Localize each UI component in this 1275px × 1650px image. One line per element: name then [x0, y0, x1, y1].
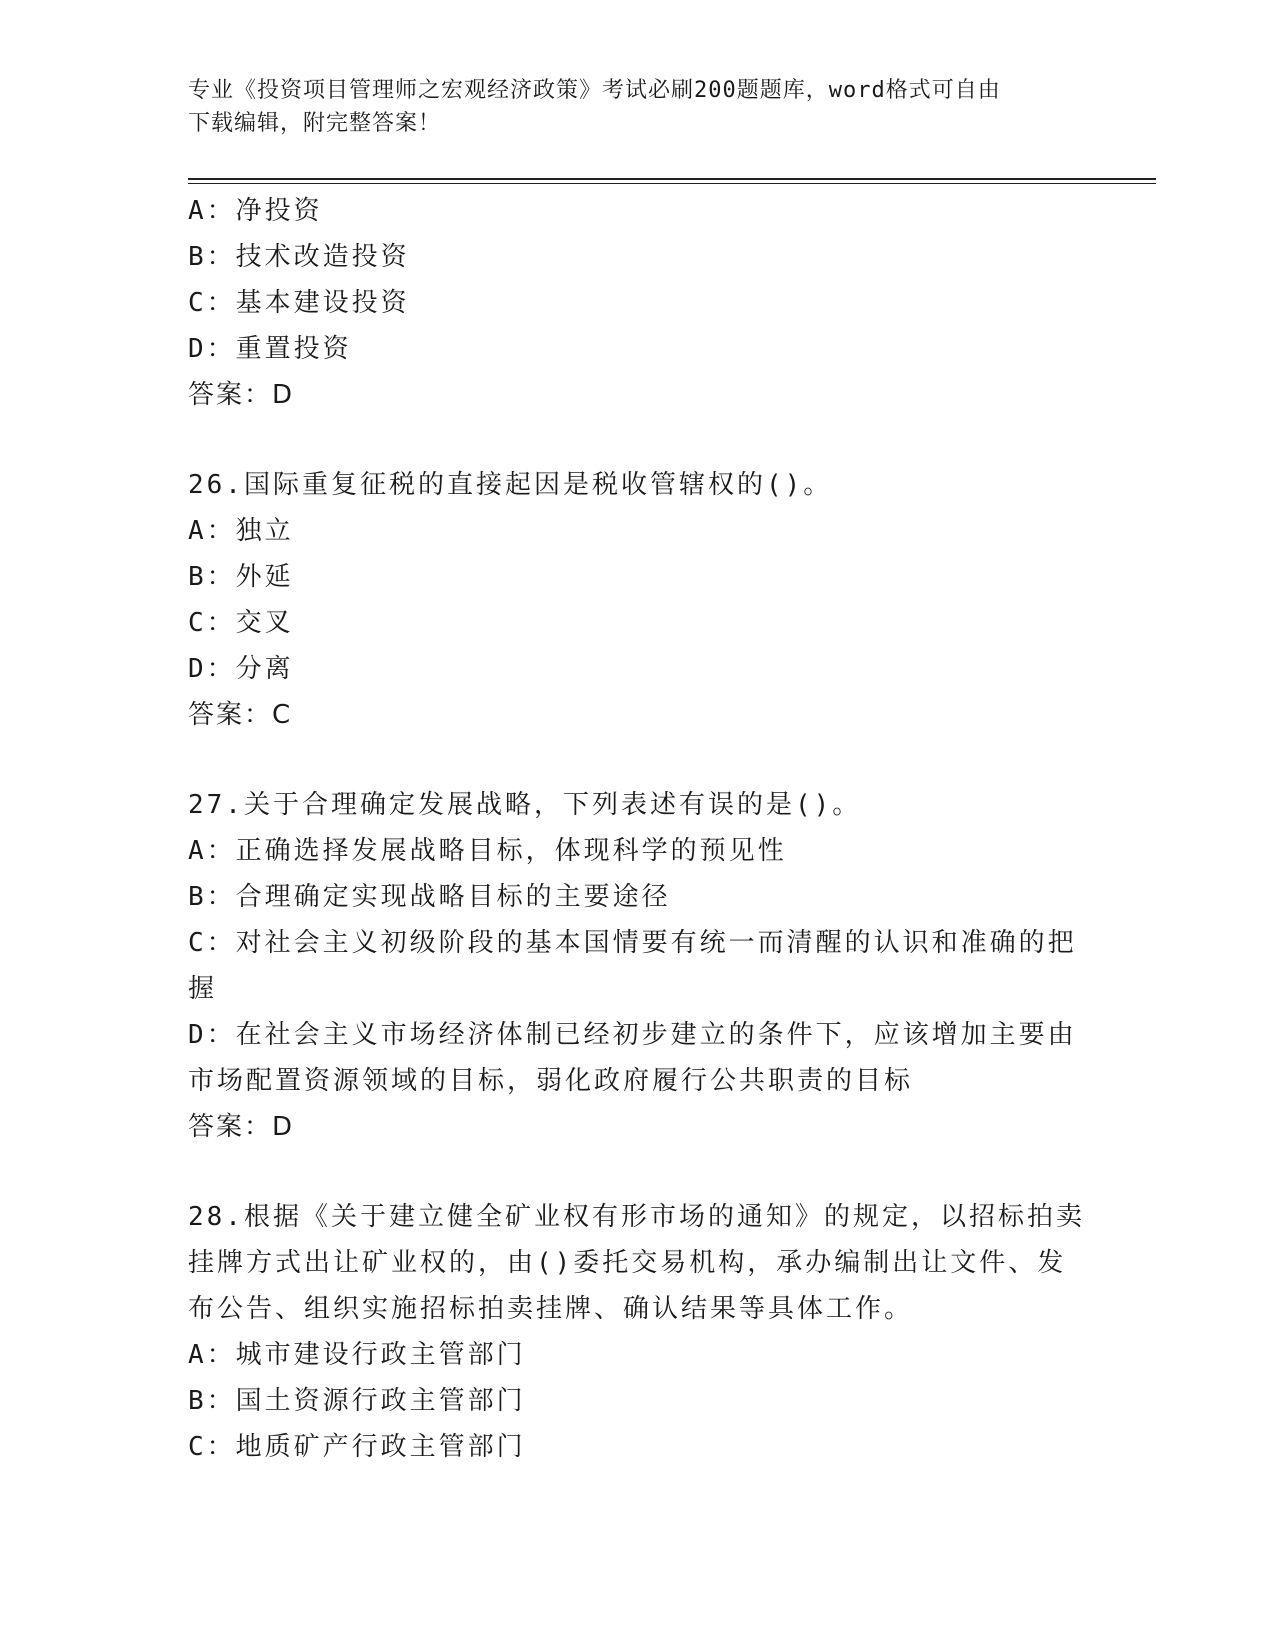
question-text: 27.关于合理确定发展战略，下列表述有误的是()。 [188, 790, 862, 820]
answer-line: 答案：C [188, 700, 293, 730]
answer-line: 答案：D [188, 1112, 295, 1142]
option-c: C：对社会主义初级阶段的基本国情要有统一而清醒的认识和准确的把握 [188, 928, 1077, 1004]
option-a: A：城市建设行政主管部门 [188, 1340, 526, 1370]
option-b: B：外延 [188, 562, 294, 592]
header-divider-thin [188, 183, 1156, 184]
option-c: C：基本建设投资 [188, 288, 410, 318]
option-d: D：分离 [188, 654, 294, 684]
header-title-line-1: 专业《投资项目管理师之宏观经济政策》考试必刷200题题库，word格式可自由 [188, 78, 1001, 103]
option-a: A：净投资 [188, 196, 323, 226]
question-block-28 [188, 1194, 1088, 1470]
header-title-line-2: 下载编辑，附完整答案！ [188, 111, 442, 136]
option-d: D：在社会主义市场经济体制已经初步建立的条件下，应该增加主要由市场配置资源领域的目标，弱化政府履行公共职责的目标 [188, 1020, 1077, 1096]
option-b: B：国土资源行政主管部门 [188, 1386, 526, 1416]
question-block-27 [188, 782, 1088, 1150]
option-b: B：合理确定实现战略目标的主要途径 [188, 882, 671, 912]
header-divider-thick [188, 178, 1156, 180]
question-text: 26.国际重复征税的直接起因是税收管辖权的()。 [188, 470, 833, 500]
question-block-26 [188, 462, 1088, 738]
option-c: C：地质矿产行政主管部门 [188, 1432, 526, 1462]
option-b: B：技术改造投资 [188, 242, 410, 272]
option-c: C：交叉 [188, 608, 294, 638]
question-block-25 [188, 188, 1088, 418]
spacer [188, 418, 1088, 462]
document-body [188, 188, 1088, 1470]
answer-line: 答案：D [188, 380, 295, 410]
option-a: A：正确选择发展战略目标，体现科学的预见性 [188, 836, 787, 866]
spacer [188, 738, 1088, 782]
document-header [188, 74, 1088, 140]
option-a: A：独立 [188, 516, 294, 546]
spacer [188, 1150, 1088, 1194]
question-text: 28.根据《关于建立健全矿业权有形市场的通知》的规定，以招标拍卖挂牌方式出让矿业权的，由()委托交易机构，承办编制出让文件、发布公告、组织实施招标拍卖挂牌、确认结果等具体工作。 [188, 1202, 1085, 1324]
option-d: D：重置投资 [188, 334, 352, 364]
